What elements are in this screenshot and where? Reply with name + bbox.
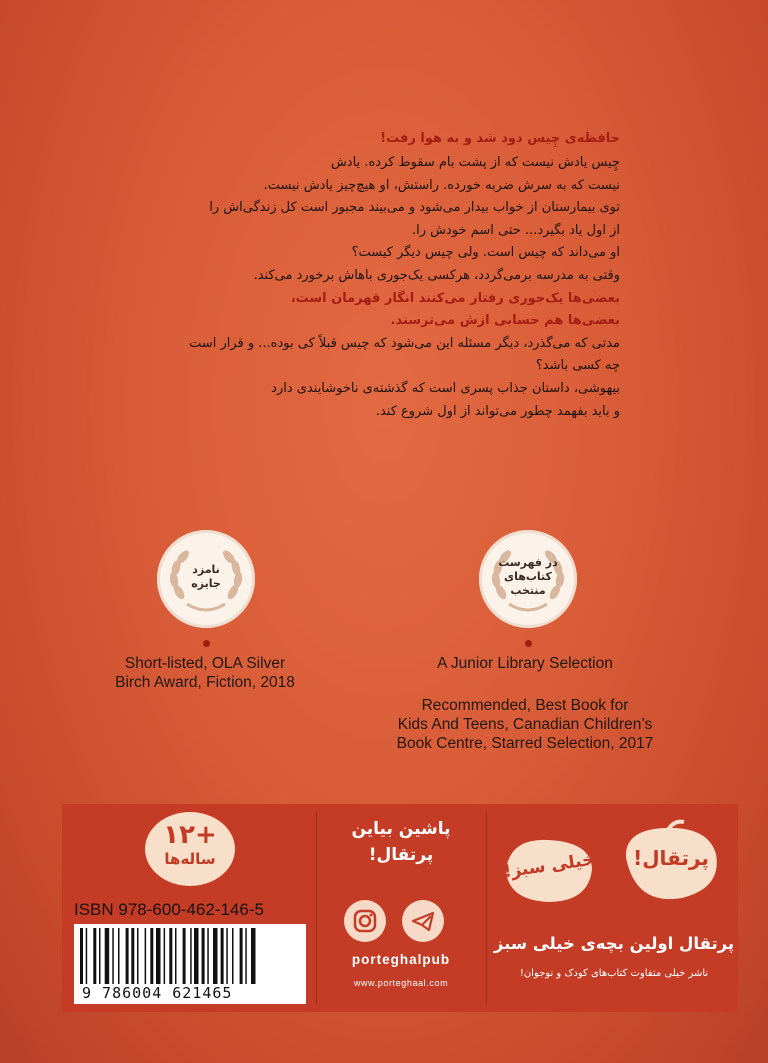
award-right-title: A Junior Library Selection bbox=[437, 655, 613, 672]
badge-text: در فهرست bbox=[498, 556, 558, 569]
instagram-icon[interactable] bbox=[344, 900, 386, 942]
blurb-highlight-line: بعضی‌ها یک‌جوری رفتار می‌کنند انگار قهرمان است، bbox=[290, 290, 620, 306]
barcode-bar bbox=[175, 928, 177, 984]
barcode-bar bbox=[86, 928, 88, 984]
award-line: Kids And Teens, Canadian Children’s bbox=[397, 716, 653, 733]
badge-text: جایزه bbox=[191, 577, 221, 590]
blurb-highlight-line: بعضی‌ها هم حسابی ازش می‌ترسند. bbox=[390, 313, 620, 329]
follow-line-2: پرتقال! bbox=[368, 845, 434, 865]
blurb-line: توی بیمارستان از خواب بیدار می‌شود و می‌بیند مجبور است کل زندگی‌اش را bbox=[209, 200, 620, 216]
blurb-line: نیست که به سرش ضربه خورده. راستش، او هیچ‌چیز یادش نیست. bbox=[263, 177, 620, 193]
library-selection-badge bbox=[479, 530, 577, 628]
barcode-bar bbox=[183, 928, 186, 984]
barcode-bar bbox=[164, 928, 166, 984]
blurb-line: او می‌داند که چیس است. ولی چیس دیگر کیست؟ bbox=[351, 245, 620, 261]
barcode-bar bbox=[99, 928, 101, 984]
award-line: Short-listed, OLA Silver bbox=[124, 655, 286, 672]
award-right-text bbox=[370, 696, 680, 753]
social-handle[interactable]: porteghalpub bbox=[351, 952, 451, 967]
back-cover-blurb bbox=[150, 128, 620, 423]
location-pin-dot bbox=[203, 640, 210, 647]
barcode-bar bbox=[169, 928, 172, 984]
barcode-bar bbox=[213, 928, 218, 984]
barcode-bar bbox=[194, 928, 199, 984]
telegram-icon[interactable] bbox=[402, 900, 444, 942]
imprint-tagline: پرتقال اولین بچه‌ی خیلی سبز bbox=[493, 934, 735, 953]
barcode-digits: 9 786004 621465 bbox=[82, 984, 233, 1002]
follow-line-1: پاشین بیاین bbox=[351, 819, 451, 839]
blurb-line: چِیس یادش نیست که از پشت بام سقوط کرده. یادش bbox=[330, 155, 620, 170]
isbn-number: ISBN 978-600-462-146-5 bbox=[74, 900, 264, 919]
barcode-bar bbox=[145, 928, 147, 984]
barcode-bar bbox=[156, 928, 161, 984]
website-url[interactable]: www.porteghaal.com bbox=[353, 978, 449, 988]
barcode-bar bbox=[137, 928, 139, 984]
panel-divider bbox=[486, 812, 487, 1004]
barcode-bar bbox=[232, 928, 234, 984]
publisher-description: ناشر خیلی متفاوت کتاب‌های کودک و نوجوان! bbox=[519, 968, 709, 979]
barcode-bars-icon bbox=[74, 928, 306, 988]
award-left-text bbox=[60, 654, 350, 692]
age-number: +۱۲ bbox=[163, 820, 217, 850]
age-label: ساله‌ها bbox=[164, 850, 216, 868]
barcode-bar bbox=[226, 928, 228, 984]
barcode-bar bbox=[80, 928, 83, 984]
barcode-bar bbox=[105, 928, 110, 984]
panel-divider bbox=[316, 812, 317, 1004]
blurb-line: چه کسی باشد؟ bbox=[535, 358, 620, 374]
blurb-line: بیهوشی، داستان جذاب پسری است که گذشته‌ی ناخوشایندی دارد bbox=[271, 380, 620, 396]
publisher-logo-text: پرتقال! bbox=[633, 846, 709, 870]
imprint-logo-text: خیلی سبز! bbox=[502, 849, 596, 883]
blurb-line: وقتی به مدرسه برمی‌گردد، هرکسی یک‌جوری باهاش برخورد می‌کند. bbox=[253, 267, 620, 283]
barcode-bar bbox=[93, 928, 96, 984]
barcode-bar bbox=[131, 928, 134, 984]
barcode-bar bbox=[245, 928, 247, 984]
barcode-bar bbox=[126, 928, 129, 984]
barcode-bar bbox=[150, 928, 153, 984]
badge-text: منتخب bbox=[510, 584, 546, 597]
badge-text: نامزد bbox=[192, 563, 220, 576]
barcode-bar bbox=[251, 928, 256, 984]
award-line: Recommended, Best Book for bbox=[421, 697, 629, 714]
blurb-heading: حافظه‌ی چِیس دود شد و به هوا رفت! bbox=[380, 131, 620, 146]
award-line: Birch Award, Fiction, 2018 bbox=[115, 674, 295, 691]
award-nominee-badge bbox=[157, 530, 255, 628]
blurb-line: از اول یاد بگیرد... حتی اسم خودش را. bbox=[412, 222, 620, 238]
imprint-logo bbox=[496, 826, 602, 910]
barcode-bar bbox=[202, 928, 205, 984]
barcode-bar bbox=[112, 928, 114, 984]
badge-text: کتاب‌های bbox=[504, 570, 552, 583]
location-pin-dot bbox=[525, 640, 532, 647]
barcode-bar bbox=[190, 928, 192, 984]
barcode-bar bbox=[207, 928, 209, 984]
barcode-bar bbox=[118, 928, 120, 984]
award-line: Book Centre, Starred Selection, 2017 bbox=[396, 735, 654, 752]
blurb-line: مدتی که می‌گذرد، دیگر مسئله این می‌شود که چیس قبلاً کی بوده... و قرار است bbox=[189, 335, 620, 351]
barcode-bar bbox=[221, 928, 224, 984]
publisher-logo bbox=[612, 818, 730, 908]
blurb-line: و باید بفهمد چطور می‌تواند از اول شروع کند. bbox=[375, 403, 620, 419]
age-rating-badge bbox=[145, 812, 235, 886]
barcode-bar bbox=[240, 928, 243, 984]
